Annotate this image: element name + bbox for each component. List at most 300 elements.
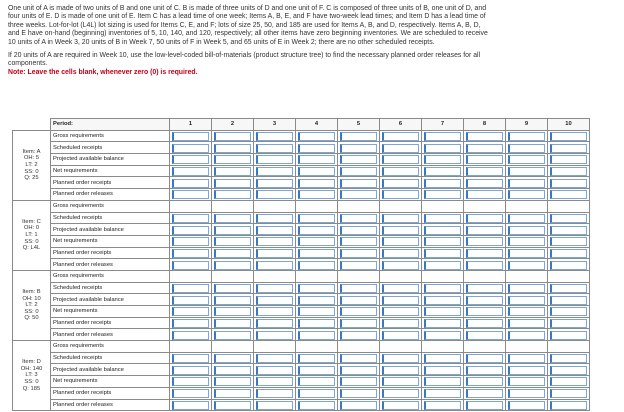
item-d-planned-order-releases-week-5-input[interactable] (340, 401, 377, 410)
item-c-planned-order-receipts-week-3-input[interactable] (256, 249, 293, 258)
item-a-planned-order-releases-week-5-input[interactable] (340, 190, 377, 199)
item-a-projected-available-balance-week-2-input[interactable] (214, 155, 251, 164)
item-b-net-requirements-week-8-input[interactable] (466, 307, 503, 316)
item-d-planned-order-receipts-week-5-input[interactable] (340, 389, 377, 398)
cell (254, 154, 296, 166)
item-a-gross-requirements-week-9-input[interactable] (508, 132, 545, 141)
item-b-projected-available-balance-week-4-input[interactable] (298, 296, 335, 305)
item-c-planned-order-releases-week-6-input[interactable] (382, 261, 419, 270)
item-c-planned-order-receipts-week-4-input[interactable] (298, 249, 335, 258)
item-c-planned-order-releases-week-5-input[interactable] (340, 261, 377, 270)
cell (464, 387, 506, 399)
item-b-scheduled-receipts-week-7-input[interactable] (424, 284, 461, 293)
item-d-planned-order-releases-week-2-input[interactable] (214, 401, 251, 410)
cell (254, 317, 296, 329)
item-b-scheduled-receipts-week-1-input[interactable] (172, 284, 209, 293)
cell (212, 165, 254, 177)
cell (548, 317, 590, 329)
cell (254, 341, 296, 353)
item-a-planned-order-receipts-week-7-input[interactable] (424, 179, 461, 188)
item-b-scheduled-receipts-week-6-input[interactable] (382, 284, 419, 293)
item-b-net-requirements-week-4-input[interactable] (298, 307, 335, 316)
cell (212, 329, 254, 341)
item-a-gross-requirements-week-8-input[interactable] (466, 132, 503, 141)
item-d-planned-order-releases-week-7-input[interactable] (424, 401, 461, 410)
item-a-scheduled-receipts-week-3-input[interactable] (256, 144, 293, 153)
item-a-projected-available-balance-week-7-input[interactable] (424, 155, 461, 164)
item-b-net-requirements-week-3-input[interactable] (256, 307, 293, 316)
item-a-net-requirements-week-2-input[interactable] (214, 167, 251, 176)
cell (380, 224, 422, 236)
item-d-projected-available-balance-week-3-input[interactable] (256, 366, 293, 375)
item-a-scheduled-receipts-week-2-input[interactable] (214, 144, 251, 153)
item-a-scheduled-receipts-week-10-input[interactable] (550, 144, 587, 153)
item-c-projected-available-balance-week-5-input[interactable] (340, 226, 377, 235)
item-d-projected-available-balance-week-5-input[interactable] (340, 366, 377, 375)
item-b-planned-order-receipts-week-3-input[interactable] (256, 319, 293, 328)
item-c-net-requirements-week-1-input[interactable] (172, 237, 209, 246)
item-c-planned-order-releases-week-4-input[interactable] (298, 261, 335, 270)
cell (254, 189, 296, 201)
item-c-oh: OH: 0 (23, 225, 40, 232)
item-c-planned-order-releases-week-1-input[interactable] (172, 261, 209, 270)
item-d-net-requirements-week-9-input[interactable] (508, 377, 545, 386)
item-d-projected-available-balance-row (13, 364, 590, 376)
row-label: Planned order receipts (51, 177, 170, 189)
item-d-net-requirements-week-4-input[interactable] (298, 377, 335, 386)
item-a-gross-requirements-week-7-input[interactable] (424, 132, 461, 141)
item-c-scheduled-receipts-week-3-input[interactable] (256, 214, 293, 223)
item-b-projected-available-balance-week-10-input[interactable] (550, 296, 587, 305)
period-4: 4 (296, 119, 338, 131)
cell (380, 317, 422, 329)
cell (422, 341, 464, 353)
item-d-scheduled-receipts-week-3-input[interactable] (256, 354, 293, 363)
cell (212, 259, 254, 271)
item-d-net-requirements-week-7-input[interactable] (424, 377, 461, 386)
row-label: Planned order releases (51, 189, 170, 201)
item-a-planned-order-receipts-week-9-input[interactable] (508, 179, 545, 188)
item-a-net-requirements-week-4-input[interactable] (298, 167, 335, 176)
cell (380, 142, 422, 154)
cell (464, 200, 506, 212)
item-b-planned-order-releases-week-2-input[interactable] (214, 331, 251, 340)
item-b-net-requirements-week-5-input[interactable] (340, 307, 377, 316)
item-a-scheduled-receipts-week-6-input[interactable] (382, 144, 419, 153)
item-a-scheduled-receipts-week-9-input[interactable] (508, 144, 545, 153)
cell (548, 177, 590, 189)
item-a-net-requirements-week-9-input[interactable] (508, 167, 545, 176)
item-d-planned-order-receipts-week-4-input[interactable] (298, 389, 335, 398)
item-c-planned-order-releases-week-7-input[interactable] (424, 261, 461, 270)
cell (422, 130, 464, 142)
item-b-planned-order-receipts-week-7-input[interactable] (424, 319, 461, 328)
item-a-net-requirements-week-1-input[interactable] (172, 167, 209, 176)
item-a-planned-order-receipts-week-5-input[interactable] (340, 179, 377, 188)
item-d-planned-order-receipts-week-9-input[interactable] (508, 389, 545, 398)
item-b-scheduled-receipts-week-9-input[interactable] (508, 284, 545, 293)
cell (296, 154, 338, 166)
item-a-planned-order-releases-week-9-input[interactable] (508, 190, 545, 199)
item-b-net-requirements-week-9-input[interactable] (508, 307, 545, 316)
item-b-planned-order-releases-week-6-input[interactable] (382, 331, 419, 340)
cell (296, 352, 338, 364)
item-d-net-requirements-week-6-input[interactable] (382, 377, 419, 386)
item-c-net-requirements-week-5-input[interactable] (340, 237, 377, 246)
item-b-net-requirements-week-2-input[interactable] (214, 307, 251, 316)
item-b-net-requirements-week-1-input[interactable] (172, 307, 209, 316)
item-a-planned-order-releases-week-6-input[interactable] (382, 190, 419, 199)
item-c-gross-requirements-row (13, 200, 590, 212)
item-b-net-requirements-week-7-input[interactable] (424, 307, 461, 316)
item-a-planned-order-receipts-week-3-input[interactable] (256, 179, 293, 188)
cell (548, 130, 590, 142)
cell (422, 247, 464, 259)
item-b-planned-order-releases-week-5-input[interactable] (340, 331, 377, 340)
item-a-net-requirements-week-10-input[interactable] (550, 167, 587, 176)
item-b-projected-available-balance-week-6-input[interactable] (382, 296, 419, 305)
item-c-projected-available-balance-week-3-input[interactable] (256, 226, 293, 235)
item-d-planned-order-releases-week-1-input[interactable] (172, 401, 209, 410)
cell (170, 329, 212, 341)
cell (422, 259, 464, 271)
item-a-net-requirements-week-7-input[interactable] (424, 167, 461, 176)
item-c-scheduled-receipts-week-10-input[interactable] (550, 214, 587, 223)
item-d-planned-order-releases-row (13, 399, 590, 411)
item-b-planned-order-receipts-week-9-input[interactable] (508, 319, 545, 328)
item-c-projected-available-balance-week-4-input[interactable] (298, 226, 335, 235)
cell (296, 376, 338, 388)
item-d-net-requirements-week-8-input[interactable] (466, 377, 503, 386)
item-b-planned-order-receipts-week-10-input[interactable] (550, 319, 587, 328)
item-d-planned-order-releases-week-8-input[interactable] (466, 401, 503, 410)
item-a-projected-available-balance-row (13, 154, 590, 166)
item-a-projected-available-balance-week-5-input[interactable] (340, 155, 377, 164)
item-b-net-requirements-week-10-input[interactable] (550, 307, 587, 316)
cell (254, 306, 296, 318)
item-b-projected-available-balance-week-5-input[interactable] (340, 296, 377, 305)
item-c-projected-available-balance-week-6-input[interactable] (382, 226, 419, 235)
item-d-gross-requirements-row (13, 341, 590, 353)
item-d-planned-order-releases-week-4-input[interactable] (298, 401, 335, 410)
row-label: Planned order releases (51, 329, 170, 341)
cell (506, 212, 548, 224)
item-c-projected-available-balance-week-9-input[interactable] (508, 226, 545, 235)
item-c-projected-available-balance-week-10-input[interactable] (550, 226, 587, 235)
cell (506, 387, 548, 399)
cell (212, 352, 254, 364)
item-d-scheduled-receipts-week-9-input[interactable] (508, 354, 545, 363)
cell (254, 352, 296, 364)
item-b-planned-order-releases-week-1-input[interactable] (172, 331, 209, 340)
item-d-planned-order-receipts-week-3-input[interactable] (256, 389, 293, 398)
item-c-net-requirements-week-3-input[interactable] (256, 237, 293, 246)
item-c-planned-order-releases-week-10-input[interactable] (550, 261, 587, 270)
item-c-scheduled-receipts-week-7-input[interactable] (424, 214, 461, 223)
row-label: Planned order receipts (51, 247, 170, 259)
item-c-scheduled-receipts-week-1-input[interactable] (172, 214, 209, 223)
item-d-projected-available-balance-week-4-input[interactable] (298, 366, 335, 375)
item-b-planned-order-receipts-week-6-input[interactable] (382, 319, 419, 328)
item-c-projected-available-balance-week-8-input[interactable] (466, 226, 503, 235)
cell (338, 376, 380, 388)
item-a-gross-requirements-week-10-input[interactable] (550, 132, 587, 141)
item-a-net-requirements-week-6-input[interactable] (382, 167, 419, 176)
item-a-gross-requirements-week-4-input[interactable] (298, 132, 335, 141)
cell (380, 282, 422, 294)
item-c-planned-order-receipts-week-1-input[interactable] (172, 249, 209, 258)
cell (422, 142, 464, 154)
cell (422, 294, 464, 306)
item-a-projected-available-balance-week-8-input[interactable] (466, 155, 503, 164)
item-c-net-requirements-week-8-input[interactable] (466, 237, 503, 246)
item-a-scheduled-receipts-week-4-input[interactable] (298, 144, 335, 153)
item-d-scheduled-receipts-week-4-input[interactable] (298, 354, 335, 363)
item-a-planned-order-releases-week-10-input[interactable] (550, 190, 587, 199)
item-a-gross-requirements-week-5-input[interactable] (340, 132, 377, 141)
cell (380, 306, 422, 318)
mrp-body (13, 130, 590, 411)
cell (506, 130, 548, 142)
item-a-scheduled-receipts-week-1-input[interactable] (172, 144, 209, 153)
item-a-planned-order-receipts-week-4-input[interactable] (298, 179, 335, 188)
item-a-net-requirements-week-3-input[interactable] (256, 167, 293, 176)
item-c-scheduled-receipts-week-9-input[interactable] (508, 214, 545, 223)
cell (422, 306, 464, 318)
cell (170, 200, 212, 212)
period-7: 7 (422, 119, 464, 131)
item-a-scheduled-receipts-week-8-input[interactable] (466, 144, 503, 153)
row-label: Net requirements (51, 165, 170, 177)
item-d-planned-order-releases-week-6-input[interactable] (382, 401, 419, 410)
cell (464, 317, 506, 329)
item-d-scheduled-receipts-week-5-input[interactable] (340, 354, 377, 363)
item-b-projected-available-balance-week-7-input[interactable] (424, 296, 461, 305)
item-c-scheduled-receipts-week-6-input[interactable] (382, 214, 419, 223)
item-d-planned-order-receipts-week-6-input[interactable] (382, 389, 419, 398)
item-d-scheduled-receipts-week-8-input[interactable] (466, 354, 503, 363)
item-b-scheduled-receipts-week-4-input[interactable] (298, 284, 335, 293)
cell (296, 189, 338, 201)
item-c-planned-order-releases-week-9-input[interactable] (508, 261, 545, 270)
item-b-planned-order-receipts-week-2-input[interactable] (214, 319, 251, 328)
item-d-scheduled-receipts-week-10-input[interactable] (550, 354, 587, 363)
cell (506, 247, 548, 259)
item-d-projected-available-balance-week-2-input[interactable] (214, 366, 251, 375)
item-c-planned-order-receipts-week-8-input[interactable] (466, 249, 503, 258)
item-a-projected-available-balance-week-1-input[interactable] (172, 155, 209, 164)
cell (296, 177, 338, 189)
cell (380, 399, 422, 411)
item-a-planned-order-releases-week-7-input[interactable] (424, 190, 461, 199)
item-a-projected-available-balance-week-6-input[interactable] (382, 155, 419, 164)
item-c-projected-available-balance-week-1-input[interactable] (172, 226, 209, 235)
item-b-projected-available-balance-row (13, 294, 590, 306)
item-d-scheduled-receipts-week-2-input[interactable] (214, 354, 251, 363)
item-c-scheduled-receipts-week-5-input[interactable] (340, 214, 377, 223)
item-d-projected-available-balance-week-6-input[interactable] (382, 366, 419, 375)
item-a-planned-order-receipts-week-6-input[interactable] (382, 179, 419, 188)
cell (464, 341, 506, 353)
cell (338, 247, 380, 259)
item-b-scheduled-receipts-week-2-input[interactable] (214, 284, 251, 293)
item-d-planned-order-releases-week-3-input[interactable] (256, 401, 293, 410)
cell (170, 165, 212, 177)
item-b-planned-order-receipts-week-4-input[interactable] (298, 319, 335, 328)
item-d-projected-available-balance-week-8-input[interactable] (466, 366, 503, 375)
cell (548, 294, 590, 306)
item-a-gross-requirements-week-3-input[interactable] (256, 132, 293, 141)
item-c-net-requirements-week-10-input[interactable] (550, 237, 587, 246)
item-d-net-requirements-week-1-input[interactable] (172, 377, 209, 386)
item-b-planned-order-releases-week-4-input[interactable] (298, 331, 335, 340)
cell (506, 235, 548, 247)
item-a-gross-requirements-week-2-input[interactable] (214, 132, 251, 141)
item-c-item: Item: C (22, 218, 41, 225)
item-d-projected-available-balance-week-10-input[interactable] (550, 366, 587, 375)
item-d-net-requirements-week-5-input[interactable] (340, 377, 377, 386)
cell (338, 270, 380, 282)
cell (380, 259, 422, 271)
item-c-planned-order-releases-week-3-input[interactable] (256, 261, 293, 270)
item-b-planned-order-releases-week-3-input[interactable] (256, 331, 293, 340)
item-a-planned-order-receipts-week-8-input[interactable] (466, 179, 503, 188)
item-a-planned-order-releases-week-4-input[interactable] (298, 190, 335, 199)
item-b-scheduled-receipts-row (13, 282, 590, 294)
item-c-projected-available-balance-week-2-input[interactable] (214, 226, 251, 235)
item-c-scheduled-receipts-week-2-input[interactable] (214, 214, 251, 223)
item-a-planned-order-releases-week-2-input[interactable] (214, 190, 251, 199)
cell (422, 270, 464, 282)
item-d-projected-available-balance-week-9-input[interactable] (508, 366, 545, 375)
cell (422, 177, 464, 189)
item-a-net-requirements-week-8-input[interactable] (466, 167, 503, 176)
cell (506, 352, 548, 364)
cell (506, 282, 548, 294)
cell (548, 306, 590, 318)
item-d-scheduled-receipts-week-1-input[interactable] (172, 354, 209, 363)
item-a-scheduled-receipts-week-5-input[interactable] (340, 144, 377, 153)
item-b-planned-order-releases-week-9-input[interactable] (508, 331, 545, 340)
item-c-projected-available-balance-week-7-input[interactable] (424, 226, 461, 235)
item-c-scheduled-receipts-week-4-input[interactable] (298, 214, 335, 223)
row-label: Scheduled receipts (51, 282, 170, 294)
item-d-projected-available-balance-week-1-input[interactable] (172, 366, 209, 375)
cell (380, 177, 422, 189)
item-c-net-requirements-week-6-input[interactable] (382, 237, 419, 246)
cell (170, 399, 212, 411)
cell (170, 306, 212, 318)
item-a-planned-order-receipts-week-2-input[interactable] (214, 179, 251, 188)
item-b-planned-order-receipts-week-5-input[interactable] (340, 319, 377, 328)
item-d-planned-order-receipts-week-8-input[interactable] (466, 389, 503, 398)
cell (170, 387, 212, 399)
item-b-planned-order-releases-week-7-input[interactable] (424, 331, 461, 340)
item-d-planned-order-receipts-row (13, 387, 590, 399)
item-d-planned-order-receipts-week-1-input[interactable] (172, 389, 209, 398)
item-c-planned-order-releases-week-8-input[interactable] (466, 261, 503, 270)
item-d-net-requirements-week-10-input[interactable] (550, 377, 587, 386)
item-a-projected-available-balance-week-10-input[interactable] (550, 155, 587, 164)
item-b-net-requirements-week-6-input[interactable] (382, 307, 419, 316)
item-d-lt: LT: 3 (25, 372, 38, 379)
item-c-scheduled-receipts-week-8-input[interactable] (466, 214, 503, 223)
item-d-net-requirements-row (13, 376, 590, 388)
item-b-scheduled-receipts-week-8-input[interactable] (466, 284, 503, 293)
item-b-planned-order-releases-week-8-input[interactable] (466, 331, 503, 340)
item-a-planned-order-receipts-week-1-input[interactable] (172, 179, 209, 188)
item-b-scheduled-receipts-week-3-input[interactable] (256, 284, 293, 293)
item-a-planned-order-receipts-week-10-input[interactable] (550, 179, 587, 188)
item-a-projected-available-balance-week-3-input[interactable] (256, 155, 293, 164)
item-a-planned-order-releases-week-1-input[interactable] (172, 190, 209, 199)
item-b-planned-order-releases-week-10-input[interactable] (550, 331, 587, 340)
item-a-gross-requirements-week-6-input[interactable] (382, 132, 419, 141)
item-d-scheduled-receipts-week-7-input[interactable] (424, 354, 461, 363)
item-d-projected-available-balance-week-7-input[interactable] (424, 366, 461, 375)
item-b-projected-available-balance-week-3-input[interactable] (256, 296, 293, 305)
item-d-scheduled-receipts-week-6-input[interactable] (382, 354, 419, 363)
item-b-projected-available-balance-week-2-input[interactable] (214, 296, 251, 305)
period-label: Period: (51, 119, 170, 131)
item-c-planned-order-receipts-week-5-input[interactable] (340, 249, 377, 258)
item-d-planned-order-releases-week-10-input[interactable] (550, 401, 587, 410)
item-b-planned-order-receipts-week-1-input[interactable] (172, 319, 209, 328)
item-c-planned-order-receipts-week-10-input[interactable] (550, 249, 587, 258)
row-label: Projected available balance (51, 364, 170, 376)
cell (212, 235, 254, 247)
cell (464, 177, 506, 189)
item-c-planned-order-receipts-week-2-input[interactable] (214, 249, 251, 258)
item-b-planned-order-receipts-week-8-input[interactable] (466, 319, 503, 328)
item-d-planned-order-receipts-week-2-input[interactable] (214, 389, 251, 398)
item-b-projected-available-balance-week-1-input[interactable] (172, 296, 209, 305)
item-d-net-requirements-week-2-input[interactable] (214, 377, 251, 386)
item-a-planned-order-releases-week-8-input[interactable] (466, 190, 503, 199)
cell (464, 294, 506, 306)
item-b-projected-available-balance-week-8-input[interactable] (466, 296, 503, 305)
item-c-net-requirements-week-2-input[interactable] (214, 237, 251, 246)
cell (380, 235, 422, 247)
item-a-net-requirements-week-5-input[interactable] (340, 167, 377, 176)
item-c-planned-order-receipts-week-9-input[interactable] (508, 249, 545, 258)
item-d-planned-order-receipts-week-7-input[interactable] (424, 389, 461, 398)
item-c-net-requirements-week-4-input[interactable] (298, 237, 335, 246)
cell (338, 341, 380, 353)
item-b-projected-available-balance-week-9-input[interactable] (508, 296, 545, 305)
item-b-q: Q: 50 (24, 315, 39, 322)
item-a-planned-order-releases-week-3-input[interactable] (256, 190, 293, 199)
item-b-scheduled-receipts-week-5-input[interactable] (340, 284, 377, 293)
item-d-net-requirements-week-3-input[interactable] (256, 377, 293, 386)
item-a-scheduled-receipts-week-7-input[interactable] (424, 144, 461, 153)
item-d-planned-order-releases-week-9-input[interactable] (508, 401, 545, 410)
item-c-info (13, 200, 51, 270)
cell (338, 200, 380, 212)
cell (338, 235, 380, 247)
item-c-planned-order-receipts-week-7-input[interactable] (424, 249, 461, 258)
item-a-projected-available-balance-week-4-input[interactable] (298, 155, 335, 164)
item-c-net-requirements-week-7-input[interactable] (424, 237, 461, 246)
item-d-planned-order-receipts-week-10-input[interactable] (550, 389, 587, 398)
item-a-gross-requirements-week-1-input[interactable] (172, 132, 209, 141)
item-b-scheduled-receipts-week-10-input[interactable] (550, 284, 587, 293)
cell (296, 399, 338, 411)
item-c-planned-order-releases-week-2-input[interactable] (214, 261, 251, 270)
item-c-planned-order-receipts-week-6-input[interactable] (382, 249, 419, 258)
item-c-net-requirements-week-9-input[interactable] (508, 237, 545, 246)
item-a-projected-available-balance-week-9-input[interactable] (508, 155, 545, 164)
